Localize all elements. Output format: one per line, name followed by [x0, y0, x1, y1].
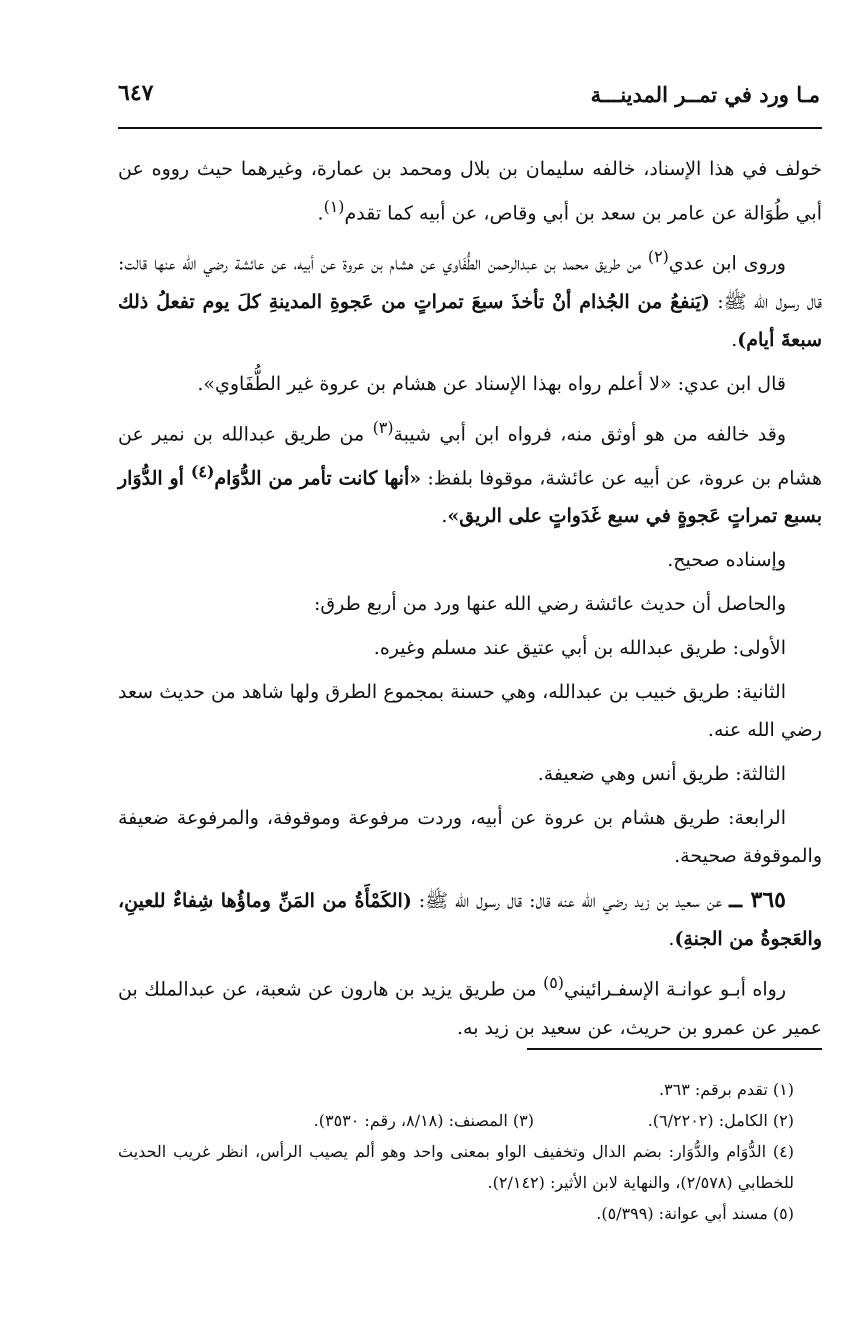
- paragraph-4: وقد خالفه من هو أوثق منه، فرواه ابن أبي شيبة$^{(٣)}$ من طريق عبدالله بن نمير عن هشام بن عروة، عن أبيه عن عائشة، موقوفا بلفظ: «أنها كانت تأمر من الدُّوَام$^{(٤)}$ أو الدُّوَار بسبع تمراتٍ عَجوةٍ في سبع غَدَواتٍ على الريق».: [118, 417, 822, 528]
- hadith-365: ٣٦٥ ــ عن سعيد بن زيد رضي الله عنه قال: قال رسول الله ﷺ: (الكَمْأَةُ من المَنِّ وماؤُها شِفاءٌ للعينِ، والعَجوةُ من الجنةِ).: [118, 887, 822, 951]
- footnote-ref-3: (٣): [372, 417, 394, 437]
- hadith-quote-2a: «أنها كانت تأمر من الدُّوَام: [214, 467, 422, 490]
- main-text: [118, 150, 822, 1053]
- header-rule: [118, 127, 822, 129]
- footnote-row-2-3: [118, 1105, 822, 1136]
- page-header: [118, 74, 820, 114]
- footnote-ref-5: (٥): [543, 973, 564, 993]
- paragraph-3: قال ابن عدي: «لا أعلم رواه بهذا الإسناد عن هشام بن عروة غير الطُّفَاوي».: [197, 372, 786, 395]
- paragraph-2: وروى ابن عدي$^{(٢)}$ من طريق محمد بن عبدالرحمن الطُّفَاوي عن هشام بن عروة عن أبيه، عن عائشة رضي الله عنها قالت: قال رسول الله ﷺ: (يَنفعُ من الجُذام أنْ تأخذَ سبعَ تمراتٍ من عَجوةِ المدينةِ كلَ يوم تفعلُ ذلك سبعةَ أيام).: [118, 247, 822, 351]
- hadith-number: ٣٦٥ ــ: [729, 887, 786, 914]
- footnote-3: (٣) المصنف: (٨/١٨، رقم: ٣٥٣٠).: [313, 1111, 534, 1130]
- paragraph-7: الأولى: طريق عبدالله بن أبي عتيق عند مسلم وغيره.: [373, 637, 786, 660]
- hadith-quote-2b: أو الدُّوَار بسبع تمراتٍ عَجوةٍ في سبع غَدَواتٍ على الريق»: [118, 467, 822, 528]
- paragraph-8: الثانية: طريق خبيب بن عبدالله، وهي حسنة بمجموع الطرق ولها شاهد من حديث سعد رضي الله عنه.: [118, 681, 822, 742]
- footnote-2: (٢) الكامل: (٦/٢٢٠٢).: [647, 1111, 794, 1130]
- footnote-4: (٤) الدُّوَام والدُّوَار: بضم الدال وتخفيف الواو بمعنى واحد وهو ألم يصيب الرأس، انظر غريب الحديث للخطابي (٢/٥٧٨)، والنهاية لابن الأثير: (٢/١٤٢).: [118, 1142, 794, 1192]
- footnote-5: (٥) مسند أبي عوانة: (٥/٣٩٩).: [596, 1204, 794, 1223]
- paragraph-1: خولف في هذا الإسناد، خالفه سليمان بن بلال ومحمد بن عمارة، وغيرهما حيث رووه عن أبي طُوَالة عن عامر بن سعد بن أبي وقاص، عن أبيه كما تقدم$^{(١)}$.: [118, 158, 822, 225]
- hadith-quote-1: (يَنفعُ من الجُذام أنْ تأخذَ سبعَ تمراتٍ من عَجوةِ المدينةِ كلَ يوم تفعلُ ذلك سبعةَ أيام): [118, 290, 822, 351]
- footnote-ref-1: (١): [323, 197, 345, 216]
- paragraph-5: وإسناده صحيح.: [667, 549, 786, 572]
- paragraph-10: الرابعة: طريق هشام بن عروة عن أبيه، وردت مرفوعة وموقوفة، والمرفوعة ضعيفة والموقوفة صحيحة.: [118, 807, 822, 868]
- footnote-ref-4: (٤): [190, 461, 215, 481]
- page-number: ٦٤٧: [118, 80, 154, 106]
- footnote-rule: [527, 1048, 822, 1050]
- paragraph-11: رواه أبـو عوانـة الإسفـرائيني$^{(٥)}$ من طريق يزيد بن هارون عن شعبة، عن عبدالملك بن عمير عن عمرو بن حريث، عن سعيد بن زيد به.: [118, 973, 822, 1039]
- paragraph-6: والحاصل أن حديث عائشة رضي الله عنها ورد من أربع طرق:: [313, 593, 786, 616]
- hadith-quote-3: (الكَمْأَةُ من المَنِّ وماؤُها شِفاءٌ للعينِ، والعَجوةُ من الجنةِ): [118, 890, 822, 951]
- running-title: مـا ورد في تمــر المدينـــة: [590, 82, 820, 107]
- footnote-ref-2: (٢): [647, 247, 669, 267]
- footnotes: [118, 1074, 822, 1229]
- footnote-1: (١) تقدم برقم: ٣٦٣.: [658, 1080, 794, 1099]
- paragraph-9: الثالثة: طريق أنس وهي ضعيفة.: [537, 763, 786, 786]
